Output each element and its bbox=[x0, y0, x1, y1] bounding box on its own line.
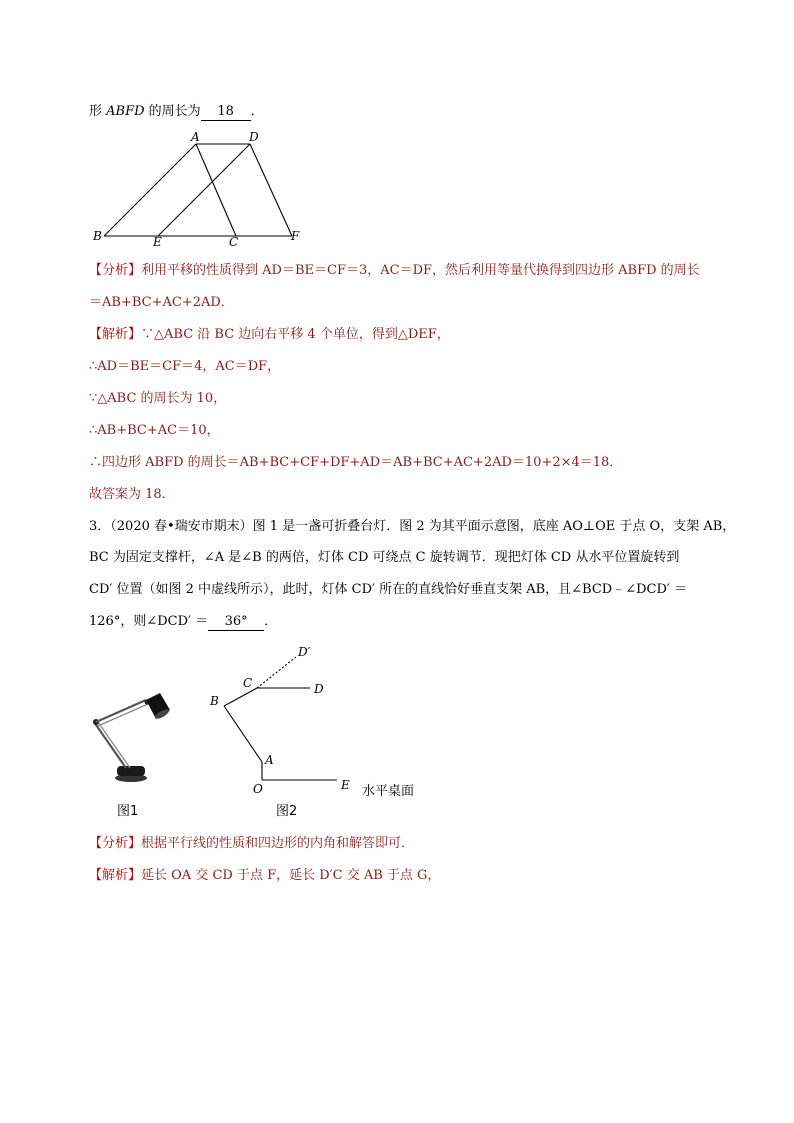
solution-tag: 【解析】 bbox=[89, 327, 142, 342]
quad-name: ABFD bbox=[106, 104, 145, 119]
text-fragment: ． bbox=[264, 614, 278, 629]
analysis-line bbox=[89, 836, 414, 852]
point-label-e: E bbox=[153, 235, 162, 249]
point-label-c: C bbox=[229, 235, 239, 249]
point-label-f: F bbox=[291, 229, 300, 243]
text-fragment: ． bbox=[250, 104, 264, 119]
solution-line: ∴四边形 ABFD 的周长＝AB+BC+CF+DF+AD＝AB+BC+AC+2AD＝10+2×4＝18． bbox=[89, 455, 623, 470]
analysis-line-2: ＝AB+BC+AC+2AD． bbox=[89, 295, 234, 310]
point-label-d: D bbox=[249, 130, 259, 144]
text-fragment: 形 bbox=[89, 104, 107, 119]
question-line: CD′ 位置（如图 2 中虚线所示），此时，灯体 CD′ 所在的直线恰好垂直支架 AB，且∠BCD﹣∠DCD′ ＝ bbox=[89, 582, 687, 597]
segment-cd-prime bbox=[257, 657, 296, 688]
desk-surface-label: 水平桌面 bbox=[362, 784, 415, 799]
solution-text: 延长 OA 交 CD 于点 F，延长 D′C 交 AB 于点 G， bbox=[141, 868, 441, 883]
text-fragment: 的周长为 bbox=[144, 104, 201, 119]
figure-1-caption: 图1 bbox=[117, 804, 139, 819]
point-label-b: B bbox=[93, 229, 102, 243]
analysis-text: 根据平行线的性质和四边形的内角和解答即可． bbox=[141, 836, 415, 851]
solution-tag: 【解析】 bbox=[89, 868, 142, 883]
point-label-d: D bbox=[314, 682, 324, 696]
question-line: BC 为固定支撑杆，∠A 是∠B 的两倍，灯体 CD 可绕点 C 旋转调节．现把灯体 CD 从水平位置旋转到 bbox=[89, 550, 680, 565]
point-label-a: A bbox=[191, 130, 200, 144]
answer-blank: 36° bbox=[208, 614, 264, 631]
solution-line: 故答案为 18． bbox=[89, 487, 175, 502]
analysis-tag: 【分析】 bbox=[89, 836, 142, 851]
solution-line bbox=[89, 868, 440, 884]
analysis-tag: 【分析】 bbox=[89, 263, 142, 278]
text-fragment: 126°，则∠DCD′ ＝ bbox=[89, 614, 209, 629]
question-line: 3．（2020 春•瑞安市期末）图 1 是一盏可折叠台灯．图 2 为其平面示意图，底座 AO⊥OE 于点 O，支架 AB， bbox=[89, 519, 736, 534]
solution-line: ∴AD＝BE＝CF＝4，AC＝DF， bbox=[89, 359, 281, 374]
segment-ab bbox=[224, 706, 262, 762]
solution-line: ∴AB+BC+AC＝10， bbox=[89, 423, 220, 438]
point-label-o: O bbox=[253, 782, 263, 796]
solution-text: ∵△ABC 沿 BC 边向右平移 4 个单位，得到△DEF， bbox=[141, 327, 450, 342]
point-label-a: A bbox=[265, 753, 274, 767]
point-label-c: C bbox=[243, 676, 253, 690]
segment-bc bbox=[224, 688, 257, 706]
answer-blank: 18 bbox=[201, 104, 251, 121]
figure-2-caption: 图2 bbox=[276, 804, 298, 819]
point-label-b: B bbox=[210, 694, 219, 708]
point-label-d-prime: D′ bbox=[298, 645, 311, 659]
point-label-e: E bbox=[341, 778, 350, 792]
analysis-text: 利用平移的性质得到 AD＝BE＝CF＝3，AC＝DF，然后利用等量代换得到四边形 ABFD 的周长 bbox=[141, 263, 700, 278]
solution-line: ∵△ABC 的周长为 10， bbox=[89, 391, 227, 406]
